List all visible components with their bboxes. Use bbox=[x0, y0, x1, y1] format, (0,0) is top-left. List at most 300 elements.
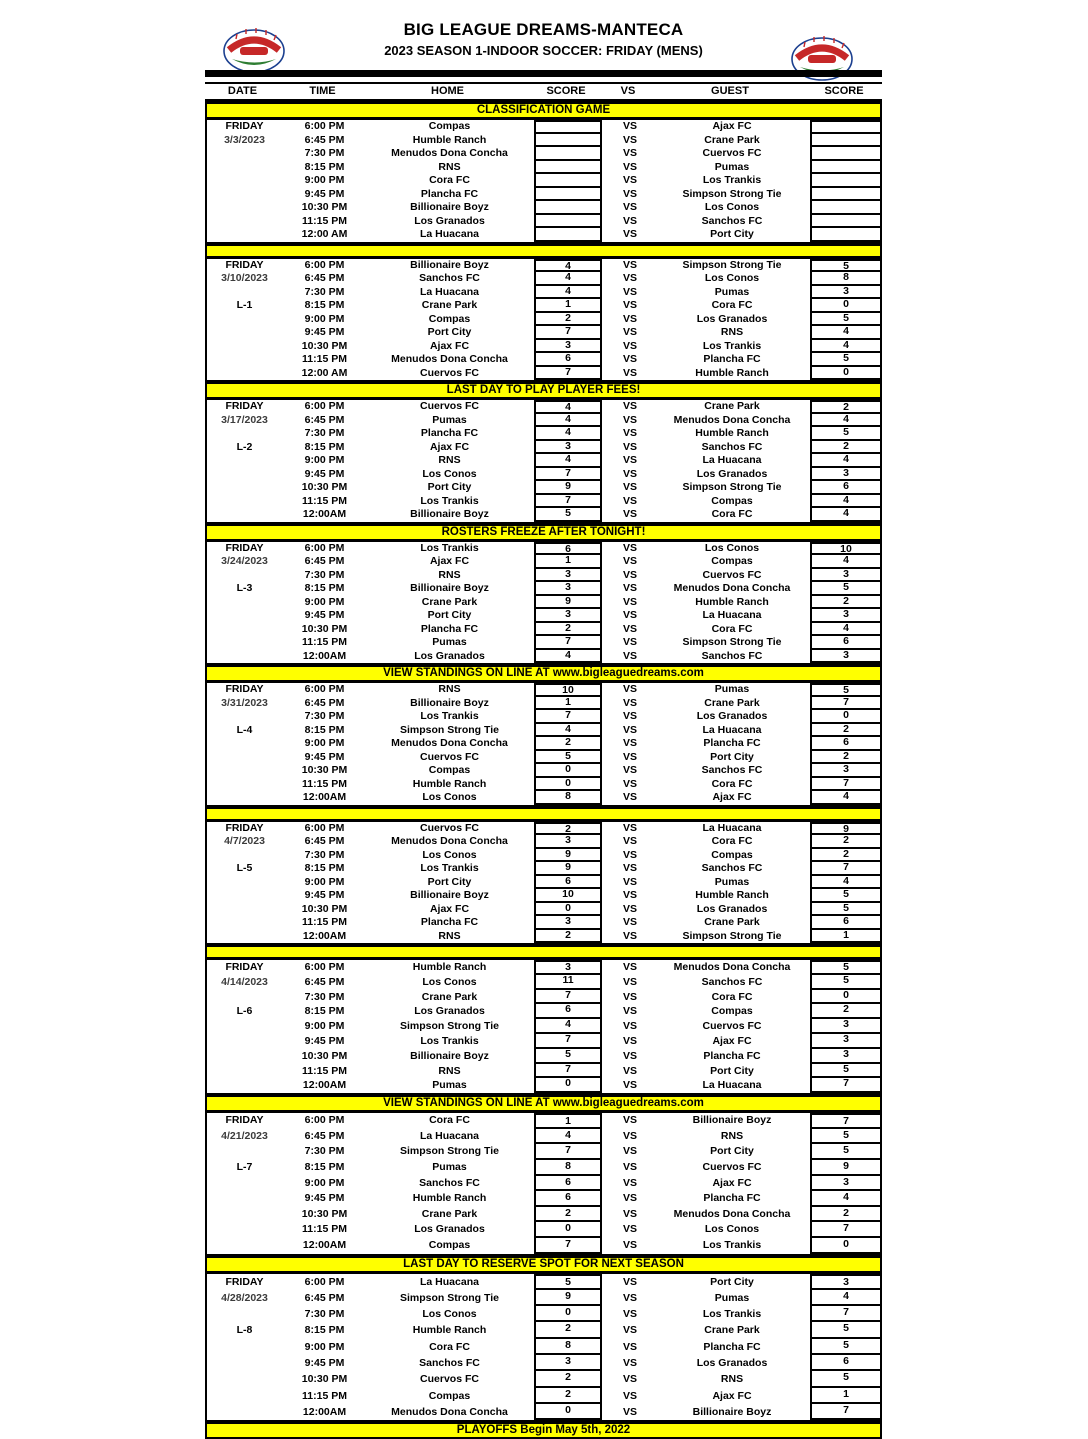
guest-score: 6 bbox=[810, 737, 882, 751]
game-time: 6:45 PM bbox=[304, 133, 345, 146]
game-time: 10:30 PM bbox=[301, 201, 348, 213]
game-time: 11:15 PM bbox=[302, 1389, 347, 1402]
game-time: 6:45 PM bbox=[304, 413, 345, 426]
game-time: 10:30 PM bbox=[301, 1373, 348, 1386]
vs-label: VS bbox=[622, 764, 637, 776]
guest-team: Billionaire Boyz bbox=[692, 1114, 772, 1127]
schedule-table bbox=[205, 70, 882, 1439]
guest-score bbox=[810, 215, 882, 229]
home-score: 4 bbox=[534, 650, 602, 664]
home-score: 6 bbox=[534, 1191, 602, 1207]
guest-score: 4 bbox=[810, 791, 882, 805]
week-section bbox=[205, 1112, 882, 1255]
guest-team: La Huacana bbox=[702, 609, 762, 621]
section-date: 3/17/2023 bbox=[221, 413, 268, 426]
section-banner: VIEW STANDINGS ON LINE AT www.bigleaguedreams.com bbox=[205, 1095, 882, 1112]
guest-score: 2 bbox=[810, 1207, 882, 1223]
game-time: 6:45 PM bbox=[304, 835, 345, 847]
vs-label: VS bbox=[622, 312, 637, 325]
game-time: 6:45 PM bbox=[304, 1291, 345, 1304]
home-score: 4 bbox=[534, 414, 602, 428]
home-team: Menudos Dona Concha bbox=[391, 353, 508, 365]
vs-label: VS bbox=[622, 1275, 637, 1288]
guest-team: Cuervos FC bbox=[702, 568, 762, 581]
guest-score: 4 bbox=[810, 623, 882, 637]
date-column bbox=[207, 822, 282, 944]
game-time: 6:00 PM bbox=[304, 821, 345, 834]
home-team: Crane Park bbox=[421, 1207, 478, 1220]
section-day: FRIDAY bbox=[225, 961, 264, 973]
vs-label: VS bbox=[622, 609, 637, 621]
vs-label: VS bbox=[622, 481, 637, 493]
home-score: 9 bbox=[534, 481, 602, 495]
home-score bbox=[534, 120, 602, 134]
guest-team: Los Conos bbox=[704, 541, 760, 554]
home-score: 4 bbox=[534, 427, 602, 441]
date-column bbox=[207, 1113, 282, 1253]
vs-label: VS bbox=[622, 889, 637, 901]
section-banner-blank bbox=[205, 945, 882, 959]
home-team: Cuervos FC bbox=[420, 1373, 479, 1386]
guest-score: 7 bbox=[810, 862, 882, 876]
home-score: 3 bbox=[534, 960, 602, 975]
guest-score: 2 bbox=[810, 751, 882, 765]
guest-score: 0 bbox=[810, 299, 882, 313]
home-score: 2 bbox=[534, 737, 602, 751]
guest-team: Ajax FC bbox=[712, 1034, 752, 1047]
guest-score bbox=[810, 174, 882, 188]
vs-label: VS bbox=[622, 929, 637, 942]
guest-team: Cora FC bbox=[711, 835, 753, 847]
home-team: RNS bbox=[438, 568, 461, 581]
vs-label: VS bbox=[622, 737, 637, 749]
guest-team: Pumas bbox=[714, 285, 750, 298]
section-day: FRIDAY bbox=[225, 683, 264, 695]
spacer bbox=[207, 286, 282, 300]
vs-label: VS bbox=[622, 174, 637, 186]
vs-label: VS bbox=[622, 1049, 637, 1062]
guest-score: 7 bbox=[810, 697, 882, 711]
home-score: 7 bbox=[534, 990, 602, 1005]
section-day: FRIDAY bbox=[225, 1114, 264, 1127]
guest-team: La Huacana bbox=[702, 723, 762, 736]
home-score: 4 bbox=[534, 286, 602, 300]
guest-team: Compas bbox=[711, 848, 753, 861]
section-league: L-1 bbox=[236, 299, 253, 311]
vs-label: VS bbox=[622, 622, 637, 635]
vs-label: VS bbox=[622, 1291, 637, 1304]
home-score: 4 bbox=[534, 272, 602, 286]
game-time: 12:00AM bbox=[302, 1238, 347, 1251]
week-section bbox=[205, 258, 882, 383]
guest-team: Sanchos FC bbox=[701, 440, 763, 453]
spacer bbox=[207, 990, 282, 1005]
section-date: 3/10/2023 bbox=[221, 272, 268, 284]
home-score: 3 bbox=[534, 609, 602, 623]
guest-team: Los Trankis bbox=[702, 1238, 762, 1251]
col-header-time: TIME bbox=[309, 85, 336, 97]
vs-label: VS bbox=[622, 1160, 637, 1173]
guest-team: Simpson Strong Tie bbox=[682, 481, 782, 493]
vs-label: VS bbox=[622, 353, 637, 365]
section-banner: CLASSIFICATION GAME bbox=[205, 102, 882, 119]
section-day: FRIDAY bbox=[225, 258, 264, 271]
guest-score: 6 bbox=[810, 481, 882, 495]
guest-score: 9 bbox=[810, 1160, 882, 1176]
guest-team: Los Trankis bbox=[702, 1308, 762, 1321]
game-time: 8:15 PM bbox=[304, 160, 345, 173]
page-title-block bbox=[205, 20, 882, 58]
home-team: Pumas bbox=[432, 636, 467, 648]
home-score bbox=[534, 188, 602, 202]
game-time: 11:15 PM bbox=[302, 353, 347, 365]
home-score: 0 bbox=[534, 1306, 602, 1322]
guest-team: Cora FC bbox=[711, 299, 753, 311]
guest-score: 5 bbox=[810, 960, 882, 975]
home-team: Billionaire Boyz bbox=[410, 258, 489, 271]
home-score: 7 bbox=[534, 468, 602, 482]
home-team: Ajax FC bbox=[429, 902, 470, 915]
guest-score: 5 bbox=[810, 903, 882, 917]
spacer bbox=[207, 710, 282, 724]
section-league: L-4 bbox=[236, 723, 253, 736]
guest-score: 7 bbox=[810, 778, 882, 792]
vs-label: VS bbox=[622, 1129, 637, 1142]
game-time: 10:30 PM bbox=[301, 481, 348, 493]
home-score: 9 bbox=[534, 1290, 602, 1306]
guest-team: Los Trankis bbox=[702, 339, 762, 352]
guest-team: Los Granados bbox=[696, 710, 768, 722]
vs-label: VS bbox=[622, 1308, 637, 1321]
home-score: 10 bbox=[534, 889, 602, 903]
home-team: Humble Ranch bbox=[412, 961, 487, 973]
home-team: RNS bbox=[438, 683, 461, 695]
vs-label: VS bbox=[622, 990, 637, 1003]
vs-label: VS bbox=[622, 258, 637, 271]
guest-team: Los Conos bbox=[704, 272, 760, 284]
vs-label: VS bbox=[622, 467, 637, 480]
home-team: Port City bbox=[427, 875, 472, 888]
game-time: 10:30 PM bbox=[301, 622, 348, 635]
guest-team: Simpson Strong Tie bbox=[682, 929, 782, 942]
guest-team: Crane Park bbox=[704, 696, 760, 709]
home-team: Compas bbox=[428, 764, 471, 776]
home-score: 4 bbox=[534, 1129, 602, 1145]
section-league: L-5 bbox=[236, 862, 253, 874]
vs-label: VS bbox=[622, 214, 637, 227]
game-time: 12:00AM bbox=[302, 1079, 347, 1092]
guest-team: Los Conos bbox=[704, 201, 760, 213]
home-score: 0 bbox=[534, 1222, 602, 1238]
guest-score: 3 bbox=[810, 650, 882, 664]
guest-score: 5 bbox=[810, 427, 882, 441]
game-time: 9:45 PM bbox=[304, 609, 345, 621]
home-team: Menudos Dona Concha bbox=[391, 737, 508, 749]
home-score: 2 bbox=[534, 1207, 602, 1223]
home-score: 3 bbox=[534, 835, 602, 849]
guest-team: Sanchos FC bbox=[701, 862, 763, 874]
guest-score: 6 bbox=[810, 636, 882, 650]
section-banner-blank bbox=[205, 244, 882, 258]
home-team: RNS bbox=[438, 929, 461, 942]
game-time: 8:15 PM bbox=[304, 1005, 345, 1018]
section-date: 3/24/2023 bbox=[221, 555, 268, 567]
game-time: 9:45 PM bbox=[304, 750, 345, 763]
guest-team: Los Granados bbox=[696, 312, 768, 325]
section-date: 4/14/2023 bbox=[221, 975, 268, 988]
home-team: Los Trankis bbox=[420, 862, 479, 874]
vs-label: VS bbox=[622, 508, 637, 520]
guest-team: Plancha FC bbox=[703, 353, 761, 365]
vs-label: VS bbox=[622, 1079, 637, 1092]
guest-team: Port City bbox=[710, 1064, 754, 1077]
vs-label: VS bbox=[622, 366, 637, 379]
guest-score: 7 bbox=[810, 1306, 882, 1322]
vs-label: VS bbox=[622, 835, 637, 847]
game-time: 8:15 PM bbox=[304, 299, 345, 311]
home-team: RNS bbox=[438, 160, 461, 173]
home-score: 2 bbox=[534, 1388, 602, 1404]
schedule-body bbox=[205, 102, 882, 1439]
guest-team: Humble Ranch bbox=[695, 595, 769, 608]
game-time: 7:30 PM bbox=[304, 1145, 345, 1158]
game-time: 12:00AM bbox=[302, 929, 347, 942]
section-date: 3/31/2023 bbox=[221, 696, 268, 709]
guest-team: Crane Park bbox=[704, 400, 760, 412]
home-team: Cora FC bbox=[429, 1340, 470, 1353]
home-score bbox=[534, 134, 602, 148]
game-time: 9:45 PM bbox=[304, 467, 345, 480]
week-section bbox=[205, 682, 882, 807]
game-time: 9:00 PM bbox=[304, 1340, 345, 1353]
home-team: Los Granados bbox=[414, 649, 485, 662]
home-score: 6 bbox=[534, 1004, 602, 1019]
guest-score: 5 bbox=[810, 582, 882, 596]
game-time: 8:15 PM bbox=[304, 1160, 345, 1173]
guest-team: Sanchos FC bbox=[701, 214, 763, 227]
guest-score: 4 bbox=[810, 876, 882, 890]
home-score: 8 bbox=[534, 1339, 602, 1355]
guest-team: Menudos Dona Concha bbox=[673, 961, 791, 973]
home-team: Crane Park bbox=[421, 595, 478, 608]
section-date: 3/3/2023 bbox=[224, 133, 265, 146]
guest-team: Ajax FC bbox=[712, 1389, 752, 1402]
guest-score: 3 bbox=[810, 1176, 882, 1192]
home-team: Simpson Strong Tie bbox=[400, 1020, 499, 1033]
guest-score: 4 bbox=[810, 495, 882, 509]
game-time: 9:00 PM bbox=[304, 174, 345, 186]
vs-label: VS bbox=[622, 1373, 637, 1386]
guest-score: 3 bbox=[810, 1049, 882, 1064]
guest-score: 2 bbox=[810, 835, 882, 849]
top-rule bbox=[205, 70, 882, 77]
home-team: Billionaire Boyz bbox=[410, 696, 489, 709]
game-time: 12:00 AM bbox=[301, 366, 348, 379]
home-team: Humble Ranch bbox=[412, 1192, 487, 1205]
guest-score: 2 bbox=[810, 1004, 882, 1019]
guest-score: 6 bbox=[810, 1355, 882, 1371]
home-team: RNS bbox=[438, 454, 461, 466]
guest-score: 5 bbox=[810, 313, 882, 327]
home-team: Billionaire Boyz bbox=[410, 508, 489, 520]
home-score: 8 bbox=[534, 1160, 602, 1176]
vs-label: VS bbox=[622, 413, 637, 426]
home-team: Sanchos FC bbox=[419, 1176, 480, 1189]
section-banner: VIEW STANDINGS ON LINE AT www.bigleaguedreams.com bbox=[205, 665, 882, 682]
guest-score bbox=[810, 201, 882, 215]
vs-label: VS bbox=[622, 568, 637, 581]
vs-label: VS bbox=[622, 326, 637, 338]
home-team: La Huacana bbox=[420, 1275, 479, 1288]
home-team: Simpson Strong Tie bbox=[400, 1145, 499, 1158]
vs-label: VS bbox=[622, 555, 637, 567]
home-score: 7 bbox=[534, 636, 602, 650]
game-time: 9:45 PM bbox=[304, 889, 345, 901]
home-score: 4 bbox=[534, 400, 602, 414]
home-team: Cuervos FC bbox=[420, 750, 479, 763]
vs-label: VS bbox=[622, 750, 637, 763]
guest-team: La Huacana bbox=[702, 454, 762, 466]
vs-label: VS bbox=[622, 1324, 637, 1337]
guest-score: 2 bbox=[810, 596, 882, 610]
guest-score bbox=[810, 147, 882, 161]
home-score: 7 bbox=[534, 367, 602, 381]
home-team: Pumas bbox=[432, 1160, 467, 1173]
home-score: 7 bbox=[534, 1034, 602, 1049]
vs-label: VS bbox=[622, 961, 637, 973]
home-team: Ajax FC bbox=[429, 555, 470, 567]
game-time: 12:00 AM bbox=[301, 228, 348, 240]
spacer bbox=[207, 1144, 282, 1160]
home-score: 2 bbox=[534, 1322, 602, 1338]
home-score: 6 bbox=[534, 1176, 602, 1192]
game-time: 10:30 PM bbox=[301, 764, 348, 776]
game-time: 6:00 PM bbox=[304, 1114, 345, 1127]
date-column bbox=[207, 1274, 282, 1421]
game-time: 7:30 PM bbox=[304, 848, 345, 861]
guest-score: 7 bbox=[810, 1222, 882, 1238]
home-team: Los Trankis bbox=[420, 710, 479, 722]
home-team: Compas bbox=[428, 1238, 471, 1251]
section-league: L-2 bbox=[236, 440, 253, 453]
col-header-date: DATE bbox=[227, 85, 258, 97]
guest-team: Cora FC bbox=[711, 508, 753, 520]
home-score: 4 bbox=[534, 1019, 602, 1034]
guest-team: Port City bbox=[710, 750, 754, 763]
game-time: 6:45 PM bbox=[304, 696, 345, 709]
section-day: FRIDAY bbox=[225, 400, 264, 412]
home-score bbox=[534, 174, 602, 188]
home-score: 4 bbox=[534, 454, 602, 468]
guest-score: 4 bbox=[810, 414, 882, 428]
vs-label: VS bbox=[622, 777, 637, 790]
home-team: Compas bbox=[428, 120, 471, 132]
guest-team: Pumas bbox=[714, 875, 750, 888]
game-time: 11:15 PM bbox=[302, 1223, 347, 1236]
home-score: 1 bbox=[534, 555, 602, 569]
section-date: 4/28/2023 bbox=[221, 1291, 268, 1304]
game-time: 7:30 PM bbox=[304, 990, 345, 1003]
date-column bbox=[207, 542, 282, 664]
vs-label: VS bbox=[622, 595, 637, 608]
guest-score: 4 bbox=[810, 340, 882, 354]
home-team: Billionaire Boyz bbox=[410, 1049, 489, 1062]
home-score: 7 bbox=[534, 1144, 602, 1160]
vs-label: VS bbox=[622, 400, 637, 412]
vs-label: VS bbox=[622, 1357, 637, 1369]
game-time: 8:15 PM bbox=[304, 862, 345, 874]
guest-score bbox=[810, 134, 882, 148]
game-time: 9:45 PM bbox=[304, 187, 345, 200]
vs-label: VS bbox=[622, 1405, 637, 1418]
guest-score: 3 bbox=[810, 609, 882, 623]
vs-label: VS bbox=[622, 791, 637, 803]
col-header-score: SCORE bbox=[546, 85, 586, 97]
guest-score: 3 bbox=[810, 569, 882, 583]
home-team: Cuervos FC bbox=[420, 400, 479, 412]
home-score: 1 bbox=[534, 1113, 602, 1129]
vs-label: VS bbox=[622, 916, 637, 928]
guest-team: Simpson Strong Tie bbox=[682, 187, 782, 200]
vs-label: VS bbox=[622, 201, 637, 213]
home-score: 2 bbox=[534, 822, 602, 836]
vs-label: VS bbox=[622, 1064, 637, 1077]
game-time: 11:15 PM bbox=[302, 214, 347, 227]
guest-score: 5 bbox=[810, 353, 882, 367]
guest-score: 0 bbox=[810, 367, 882, 381]
home-score: 11 bbox=[534, 975, 602, 990]
home-score: 7 bbox=[534, 710, 602, 724]
guest-score: 2 bbox=[810, 441, 882, 455]
game-time: 11:15 PM bbox=[302, 777, 347, 790]
vs-label: VS bbox=[622, 427, 637, 439]
home-team: Plancha FC bbox=[420, 427, 479, 439]
vs-label: VS bbox=[622, 710, 637, 722]
game-time: 6:00 PM bbox=[304, 541, 345, 554]
game-time: 6:45 PM bbox=[304, 1129, 345, 1142]
guest-team: RNS bbox=[720, 326, 744, 338]
guest-team: Humble Ranch bbox=[695, 366, 769, 379]
guest-score: 3 bbox=[810, 1274, 882, 1290]
spacer bbox=[207, 427, 282, 441]
home-score: 9 bbox=[534, 596, 602, 610]
vs-label: VS bbox=[622, 147, 637, 159]
guest-team: Cuervos FC bbox=[702, 1020, 762, 1033]
home-score: 2 bbox=[534, 313, 602, 327]
vs-label: VS bbox=[622, 582, 637, 594]
guest-team: Port City bbox=[710, 1145, 754, 1158]
home-team: Cora FC bbox=[429, 174, 470, 186]
home-score: 6 bbox=[534, 542, 602, 556]
vs-label: VS bbox=[622, 1192, 637, 1205]
section-day: FRIDAY bbox=[225, 821, 264, 834]
home-team: Sanchos FC bbox=[419, 272, 480, 284]
home-score: 5 bbox=[534, 1274, 602, 1290]
guest-score: 3 bbox=[810, 1034, 882, 1049]
guest-score: 5 bbox=[810, 683, 882, 697]
home-team: Menudos Dona Concha bbox=[391, 835, 508, 847]
guest-team: Cora FC bbox=[711, 622, 753, 635]
guest-team: Ajax FC bbox=[712, 1176, 752, 1189]
game-time: 11:15 PM bbox=[302, 636, 347, 648]
guest-team: Crane Park bbox=[704, 916, 760, 928]
vs-label: VS bbox=[622, 636, 637, 648]
game-time: 7:30 PM bbox=[304, 427, 345, 439]
vs-label: VS bbox=[622, 1223, 637, 1236]
section-league bbox=[207, 161, 282, 175]
game-time: 6:00 PM bbox=[304, 400, 345, 412]
home-team: Billionaire Boyz bbox=[410, 582, 489, 594]
